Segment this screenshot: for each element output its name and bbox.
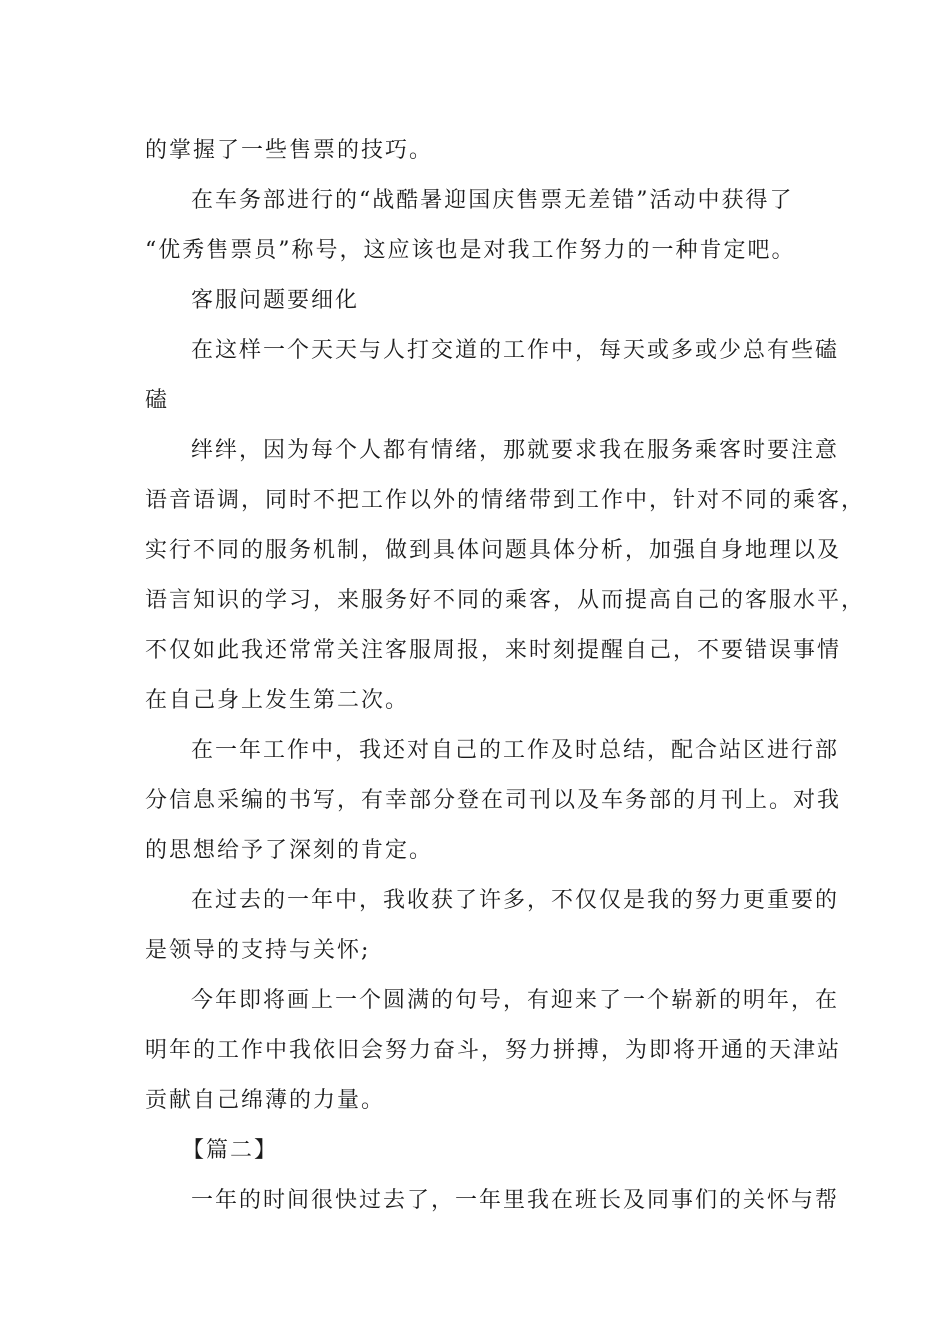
text-line: 语言知识的学习，来服务好不同的乘客，从而提高自己的客服水平， bbox=[145, 588, 866, 613]
text-line: 的思想给予了深刻的肯定。 bbox=[145, 838, 434, 863]
text-line: 实行不同的服务机制，做到具体问题具体分析，加强自身地理以及 bbox=[145, 538, 842, 563]
text-line: 在一年工作中，我还对自己的工作及时总结，配合站区进行部 bbox=[191, 738, 840, 763]
section-heading: 【篇二】 bbox=[182, 1138, 279, 1163]
text-line: 语音语调，同时不把工作以外的情绪带到工作中，针对不同的乘客， bbox=[145, 488, 866, 513]
text-line: 在过去的一年中，我收获了许多，不仅仅是我的努力更重要的 bbox=[191, 888, 840, 913]
text-line: 不仅如此我还常常关注客服周报，来时刻提醒自己，不要错误事情 bbox=[145, 638, 842, 663]
text-line: “优秀售票员”称号，这应该也是对我工作努力的一种肯定吧。 bbox=[145, 238, 796, 263]
text-line: 在车务部进行的“战酷暑迎国庆售票无差错”活动中获得了 bbox=[191, 188, 794, 213]
text-line: 在自己身上发生第二次。 bbox=[145, 688, 410, 713]
text-line: 分信息采编的书写，有幸部分登在司刊以及车务部的月刊上。对我 bbox=[145, 788, 842, 813]
text-line: 今年即将画上一个圆满的句号，有迎来了一个崭新的明年，在 bbox=[191, 988, 840, 1013]
text-line: 磕 bbox=[145, 388, 170, 413]
text-line: 明年的工作中我依旧会努力奋斗，努力拼搏，为即将开通的天津站 bbox=[145, 1038, 842, 1063]
text-line: 的掌握了一些售票的技巧。 bbox=[145, 138, 434, 163]
text-line: 在这样一个天天与人打交道的工作中，每天或多或少总有些磕 bbox=[191, 338, 840, 363]
section-heading: 客服问题要细化 bbox=[191, 288, 360, 313]
text-line: 一年的时间很快过去了，一年里我在班长及同事们的关怀与帮 bbox=[191, 1188, 840, 1213]
text-line: 贡献自己绵薄的力量。 bbox=[145, 1088, 386, 1113]
text-line: 绊绊，因为每个人都有情绪，那就要求我在服务乘客时要注意 bbox=[191, 438, 840, 463]
text-line: 是领导的支持与关怀; bbox=[145, 938, 371, 963]
